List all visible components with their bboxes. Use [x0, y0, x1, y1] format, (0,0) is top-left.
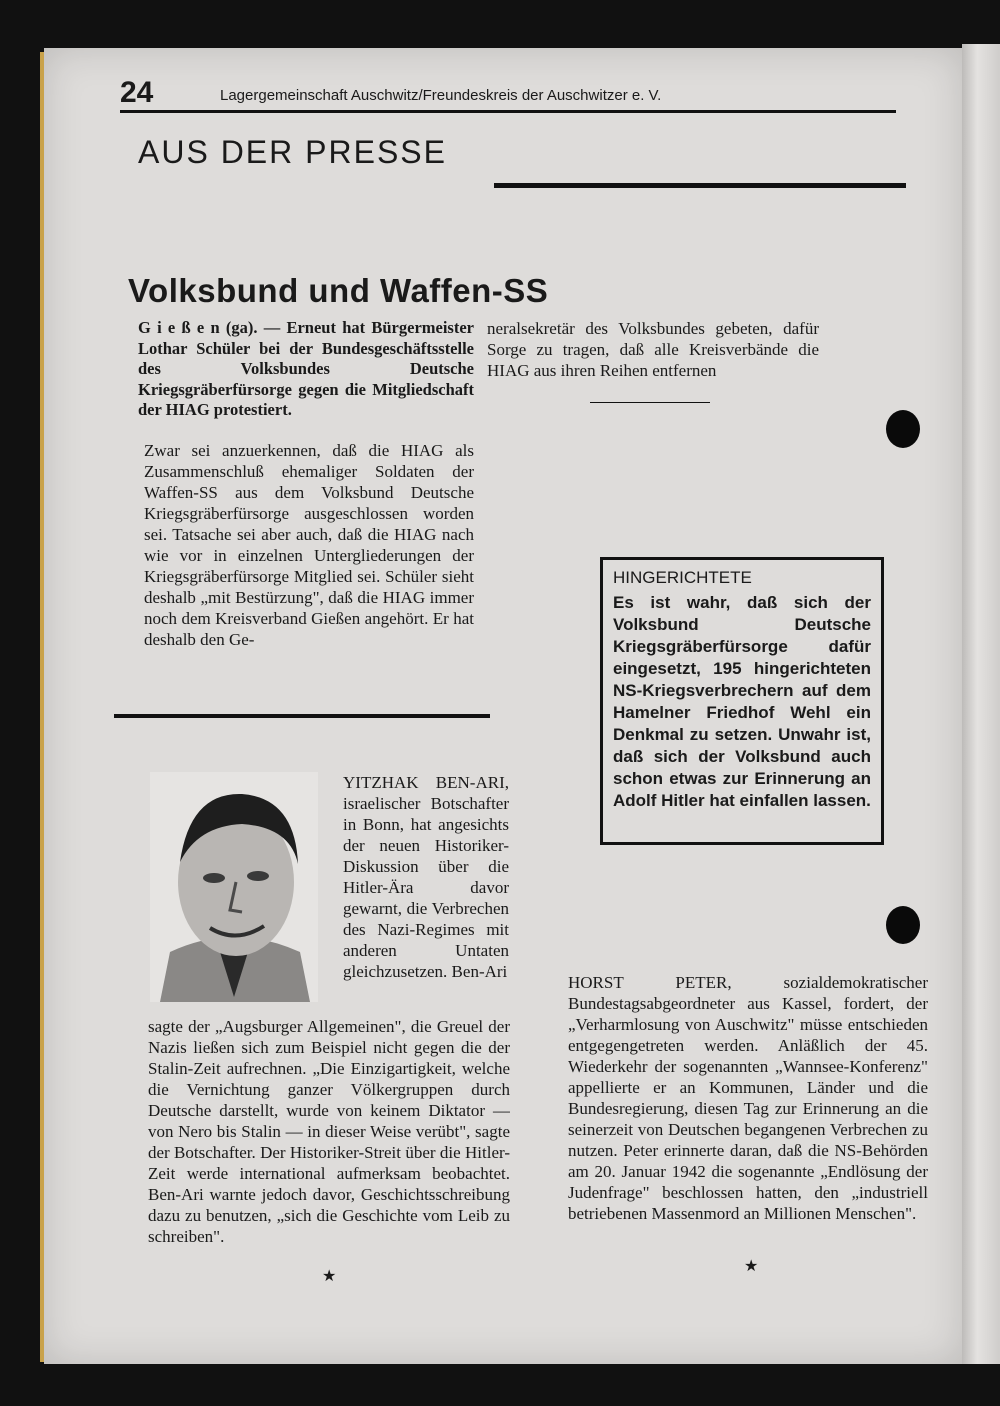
end-mark-star: ★	[322, 1268, 337, 1285]
header-publisher: Lagergemeinschaft Auschwitz/Freundeskreis der Auschwitzer e. V.	[220, 87, 662, 104]
portrait-illustration	[150, 772, 318, 1002]
end-mark-star-2: ★	[744, 1258, 759, 1275]
article-body: Zwar sei anzuerkennen, daß die HIAG als Zusammenschluß ehemaliger Soldaten der Waffen-SS aus dem Volksbund Deutsche Kriegsgräberfürsorge ausgeschlossen worden sei. Tatsache sei aber auch, daß die HIAG nach wie vor in einzelnen Untergliederungen der Kriegsgräberfürsorge Mitglied sei. Schüler sieht deshalb „mit Bestürzung", daß die HIAG immer noch dem Kreisverband Gießen angehört. Er hat deshalb den Ge-	[144, 441, 474, 649]
horst-peter-text: HORST PETER, sozialdemokratischer Bundestagsabgeordneter aus Kassel, fordert, der „Verharmlosung von Auschwitz" müsse entschieden entgegengetreten werden. Anläßlich der 45. Wiederkehr der sogenannten „Wannsee-Konferenz" appellierte er an Kommunen, Länder und die Bundesregierung, diesen Tag zur Erinnerung an die seinerzeit von Deutschen begangenen Verbrechen zu nutzen. Peter erinnerte daran, daß die NS-Behörden am 20. Januar 1942 die sogenannte „Endlösung der Judenfrage" beschlossen hatten, den „industriell betriebenen Massenmord an Millionen Menschen".	[568, 973, 928, 1223]
next-page-edge	[962, 44, 1000, 1364]
box-title: HINGERICHTETE	[613, 568, 752, 587]
hingerichtete-box	[600, 557, 884, 845]
header-rule	[120, 110, 896, 113]
benari-text-top: YITZHAK BEN-ARI, israelischer Botschafter in Bonn, hat angesichts der neuen Historiker-Diskussion über die Hitler-Ära davor gewarnt, die Verbrechen des Nazi-Regimes mit anderen Untaten gleichzusetzen. Ben-Ari	[343, 773, 509, 981]
binder-hole-top	[886, 410, 920, 448]
benari-text-bottom: sagte der „Augsburger Allgemeinen", die Greuel der Nazis ließen sich zum Beispiel nicht gegen die der Stalin-Zeit aufrechnen. „Die Einzigartigkeit, welche die Vernichtung ganzer Völkergruppen durch Deutsche darstellt, wurde von keinem Diktator — von Nero bis Stalin — in dieser Weise verübt", sagte der Botschafter. Der Historiker-Streit über die Hitler-Zeit werde international aufmerksam beobachtet. Ben-Ari warnte jedoch davor, Geschichtsschreibung dazu zu benutzen, „sich die Geschichte vom Leib zu schreiben".	[148, 1017, 510, 1246]
section-rule	[494, 183, 906, 188]
continuation-rule	[590, 402, 710, 403]
portrait-photo	[150, 772, 318, 1002]
article-divider	[114, 714, 490, 718]
binder-hole-bottom	[886, 906, 920, 944]
page-number: 24	[120, 76, 154, 109]
article-headline: Volksbund und Waffen-SS	[128, 272, 549, 309]
box-body: Es ist wahr, daß sich der Volksbund Deutsche Kriegsgräberfürsorge dafür eingesetzt, 195 hingerichteten NS-Kriegsverbrechern auf dem Hamelner Friedhof Wehl ein Denkmal zu setzen. Unwahr ist, daß sich der Volksbund auch schon etwas zur Erinnerung an Adolf Hitler hat einfallen lassen.	[613, 593, 871, 810]
article-lead: G i e ß e n (ga). — Erneut hat Bürgermeister Lothar Schüler bei der Bundesgeschäftsstelle des Volksbundes Deutsche Kriegsgräberfürsorge gegen die Mitgliedschaft der HIAG protestiert.	[138, 318, 474, 419]
section-title: AUS DER PRESSE	[138, 134, 447, 170]
article-continuation: neralsekretär des Volksbundes gebeten, dafür Sorge zu tragen, daß alle Kreisverbände die HIAG aus ihren Reihen entfernen	[487, 319, 819, 380]
